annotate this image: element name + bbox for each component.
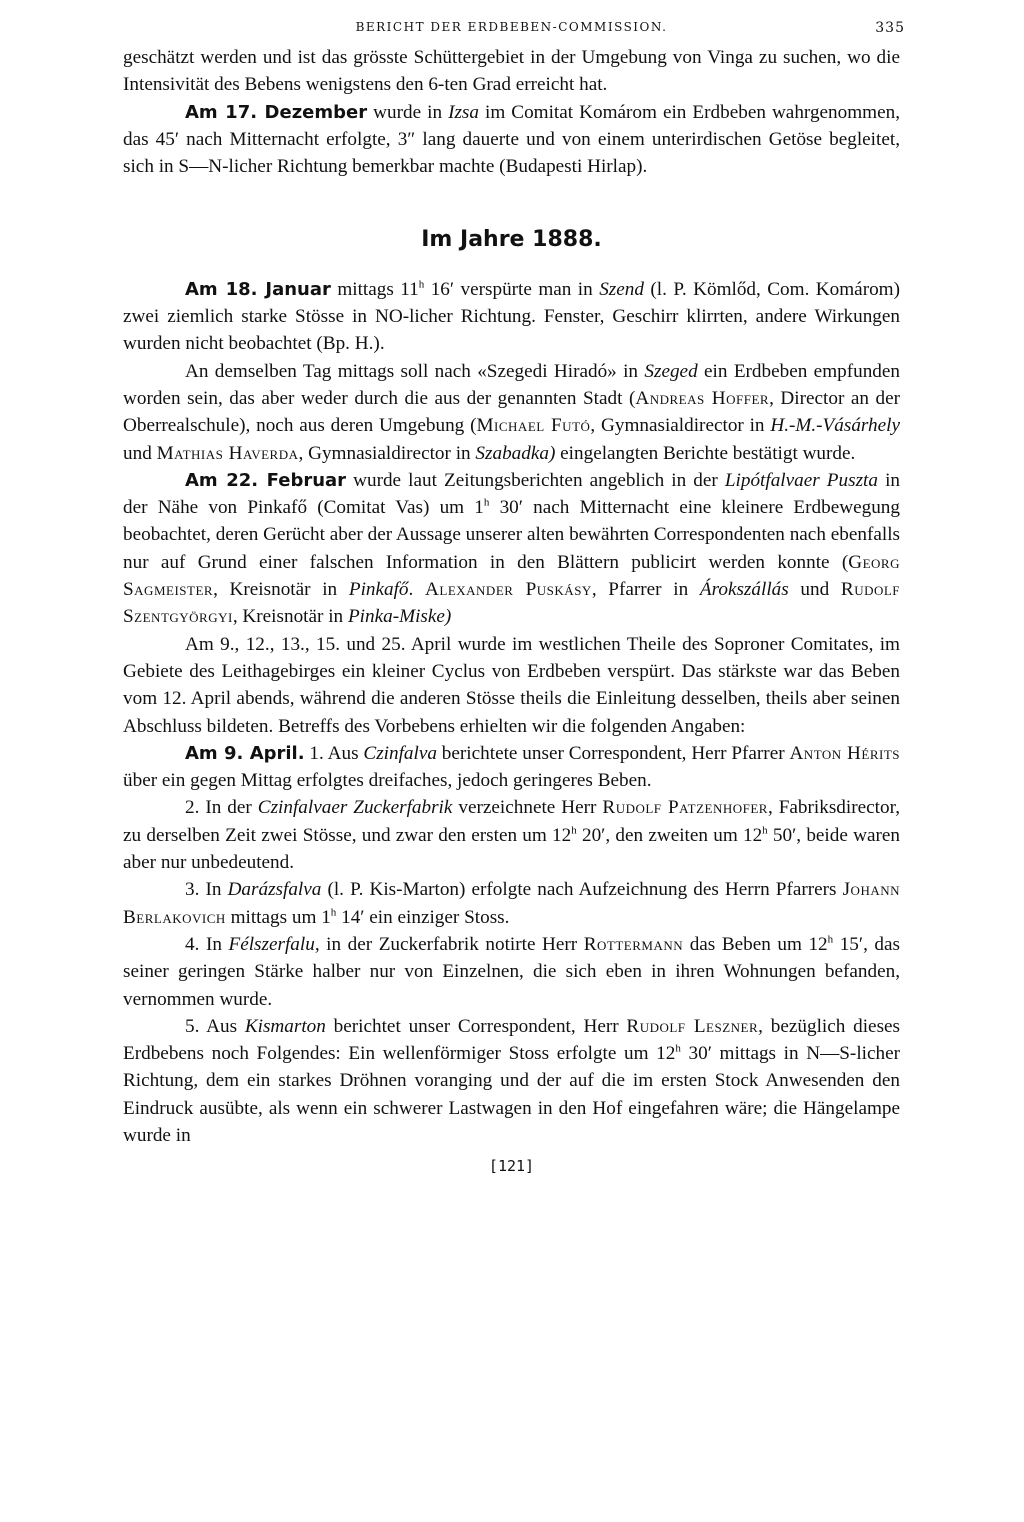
text-run: 30′ mittags in N—S-licher Richtung, dem ein starkes Dröhnen voranging und der auf die im ersten Stock Anwesenden den Eindruck ausübte, als wenn ein schwerer Lastwagen in den Hof eingefahren wäre; die Hängelampe wurde in: [123, 1043, 900, 1146]
paragraph-10: [123, 931, 900, 1013]
text-run: das Beben um 12: [683, 933, 828, 955]
text-run: 50′, beide waren aber nur unbedeutend.: [123, 824, 900, 874]
text-run: , Kreisnotär in: [232, 606, 348, 628]
place-name: Lipótfalvaer Puszta: [724, 469, 878, 491]
place-name: Kismarton: [244, 1015, 326, 1037]
place-name: Czinfalvaer Zuckerfabrik: [257, 797, 453, 819]
date-heading: Am 22. Februar: [185, 469, 347, 491]
person-name: Andreas Hoffer: [635, 387, 770, 409]
paragraph-4: [123, 358, 900, 467]
text-run: An demselben Tag mittags soll nach «Szegedi Hiradó» in: [185, 360, 645, 382]
paragraph-9: [123, 876, 900, 931]
person-name: Rottermann: [583, 933, 684, 955]
text-run: (l. P. Kis-Marton) erfolgte nach Aufzeichnung des Herrn Pfarrers: [321, 879, 843, 901]
text-run: 14′ ein einziger Stoss.: [336, 906, 510, 928]
person-name: Mathias Haverda: [156, 442, 299, 464]
person-name: Rudolf Patzenhofer: [602, 797, 768, 819]
document-page: [123, 14, 905, 1181]
text-run: berichtet unser Correspondent, Herr: [325, 1015, 627, 1037]
paragraph-2: [123, 99, 900, 181]
paragraph-6: Am 9., 12., 13., 15. und 25. April wurde im westlichen Theile des Soproner Comitates, im Gebiete des Leithagebirges ein kleiner Cyclus von Erdbeben verspürt. Das stärkste war das Beben vom 12. April abends, während die anderen Stösse theils die Einleitung desselben, theils aber seinen Abschluss bildeten. Betreffs des Vorbebens erhielten wir die folgenden Angaben:: [123, 633, 900, 737]
text-run: ein Erdbeben empfunden worden sein, das aber weder durch die aus der genannten Stadt (: [123, 360, 901, 409]
text-run: , Pfarrer in: [591, 579, 700, 601]
person-name: Rudolf Leszner: [626, 1015, 759, 1037]
place-name: Izsa: [448, 101, 479, 123]
person-name: Alexander Puskásy: [425, 579, 592, 601]
text-run: 20′, den zweiten um 12: [576, 824, 763, 846]
text-run: wurde laut Zeitungsberichten angeblich in der: [346, 469, 725, 491]
text-run: verzeichnete Herr: [452, 797, 603, 819]
paragraph-8: [123, 794, 900, 876]
superscript: h: [418, 278, 425, 291]
superscript: h: [675, 1042, 681, 1055]
text-run: in der Nähe von Pinkafő (Comitat Vas) um 1: [123, 469, 900, 519]
superscript: h: [571, 824, 577, 837]
text-run: eingelangten Berichte bestätigt wurde.: [555, 442, 856, 464]
date-heading: Am 17. Dezember: [185, 101, 368, 123]
section-title: Im Jahre 1888.: [421, 227, 602, 253]
superscript: h: [330, 906, 337, 919]
paragraph-1: geschätzt werden und ist das grösste Schüttergebiet in der Umgebung von Vinga zu suchen, wo die Intensivität des Bebens wenigstens den 6-ten Grad erreicht hat.: [123, 47, 900, 96]
paragraph-11: [123, 1013, 900, 1149]
text-run: , Gymnasialdirector in: [590, 415, 771, 437]
text-run: über ein gegen Mittag erfolgtes dreifaches, jedoch geringeres Beben.: [123, 770, 652, 792]
person-name: Michael Futó: [476, 415, 591, 437]
text-run: berichtete unser Correspondent, Herr Pfarrer: [436, 742, 790, 764]
place-name: Árokszállás: [699, 579, 789, 601]
text-run: wurde in: [367, 101, 449, 123]
page-number: 335: [875, 20, 905, 36]
text-run: (l. P. Kömlőd, Com. Komárom) zwei ziemlich starke Stösse in NO-licher Richtung. Fenster, Geschirr klirrten, andere Wirkungen wurden nicht beobachtet (Bp. H.).: [123, 278, 900, 355]
text-run: .: [408, 579, 426, 601]
text-run: , Director an der Oberrealschule), noch aus deren Umgebung (: [123, 387, 900, 437]
text-run: 1. Aus: [304, 742, 364, 764]
place-name: Szabadka): [475, 442, 556, 464]
text-run: im Comitat Komárom ein Erdbeben wahrgenommen, das 45′ nach Mitternacht erfolgte, 3″ lang dauerte und von einem unterirdischen Getöse begleitet, sich in S—N-licher Richtung bemerkbar machte (Budapesti Hirlap).: [123, 101, 901, 178]
text-run: , Gymnasialdirector in: [298, 442, 476, 464]
text-run: und: [788, 579, 841, 601]
text-run: mittags 11: [330, 278, 419, 300]
superscript: h: [762, 824, 768, 837]
place-name: Czinfalva: [363, 742, 437, 764]
text-run: 16′ verspürte man in: [424, 278, 600, 300]
text-run: 4. In: [185, 933, 229, 955]
person-name: Georg Sagmeister: [123, 551, 900, 601]
place-name: Pinka-Miske): [347, 606, 452, 628]
text-run: 3. In: [185, 879, 228, 901]
date-heading: Am 9. April.: [185, 742, 305, 764]
text-run: , Fabriksdirector, zu derselben Zeit zwei Stösse, und zwar den ersten um 12: [123, 797, 900, 846]
superscript: h: [483, 496, 490, 509]
running-header: [123, 14, 905, 44]
person-name: Anton Hérits: [789, 742, 901, 764]
text-run: und: [123, 442, 157, 464]
place-name: Pinkafő: [348, 579, 409, 601]
place-name: Szeged: [644, 360, 698, 382]
footer-page-marker: [121]: [488, 1157, 535, 1176]
text-run: 5. Aus: [185, 1015, 245, 1037]
text-run: , bezüglich dieses Erdbebens noch Folgendes: Ein wellenförmiger Stoss erfolgte um 12: [123, 1015, 901, 1065]
paragraph-7: [123, 740, 900, 795]
paragraph-5: [123, 467, 900, 631]
header-title: BERICHT DER ERDBEBEN-COMMISSION.: [355, 20, 668, 34]
body-text: [123, 44, 900, 1181]
paragraph-3: [123, 276, 900, 358]
text-run: , in der Zuckerfabrik notirte Herr: [314, 933, 584, 955]
text-run: , Kreisnotär in: [213, 579, 349, 601]
date-heading: Am 18. Januar: [185, 278, 331, 300]
place-name: Félszerfalu: [228, 933, 315, 955]
place-name: Darázsfalva: [227, 879, 322, 901]
person-name: Johann Berlakovich: [123, 879, 901, 928]
text-run: 15′, das seiner geringen Stärke halber nur von Einzelnen, die sich eben in ihren Wohnungen befanden, vernommen wurde.: [123, 933, 900, 1010]
text-run: 30′ nach Mitternacht eine kleinere Erdbewegung beobachtet, deren Gerücht aber der Aussage unserer alten bewährten Correspondenten nach ebenfalls nur auf Grund einer falschen Information in den Blättern publicirt werden konnte (: [123, 497, 900, 573]
place-name: H.-M.-Vásárhely: [770, 415, 901, 437]
superscript: h: [827, 933, 834, 946]
person-name: Rudolf Szentgyörgyi: [123, 579, 901, 628]
place-name: Szend: [599, 278, 644, 300]
text-run: 2. In der: [185, 797, 258, 819]
text-run: mittags um 1: [225, 906, 331, 928]
